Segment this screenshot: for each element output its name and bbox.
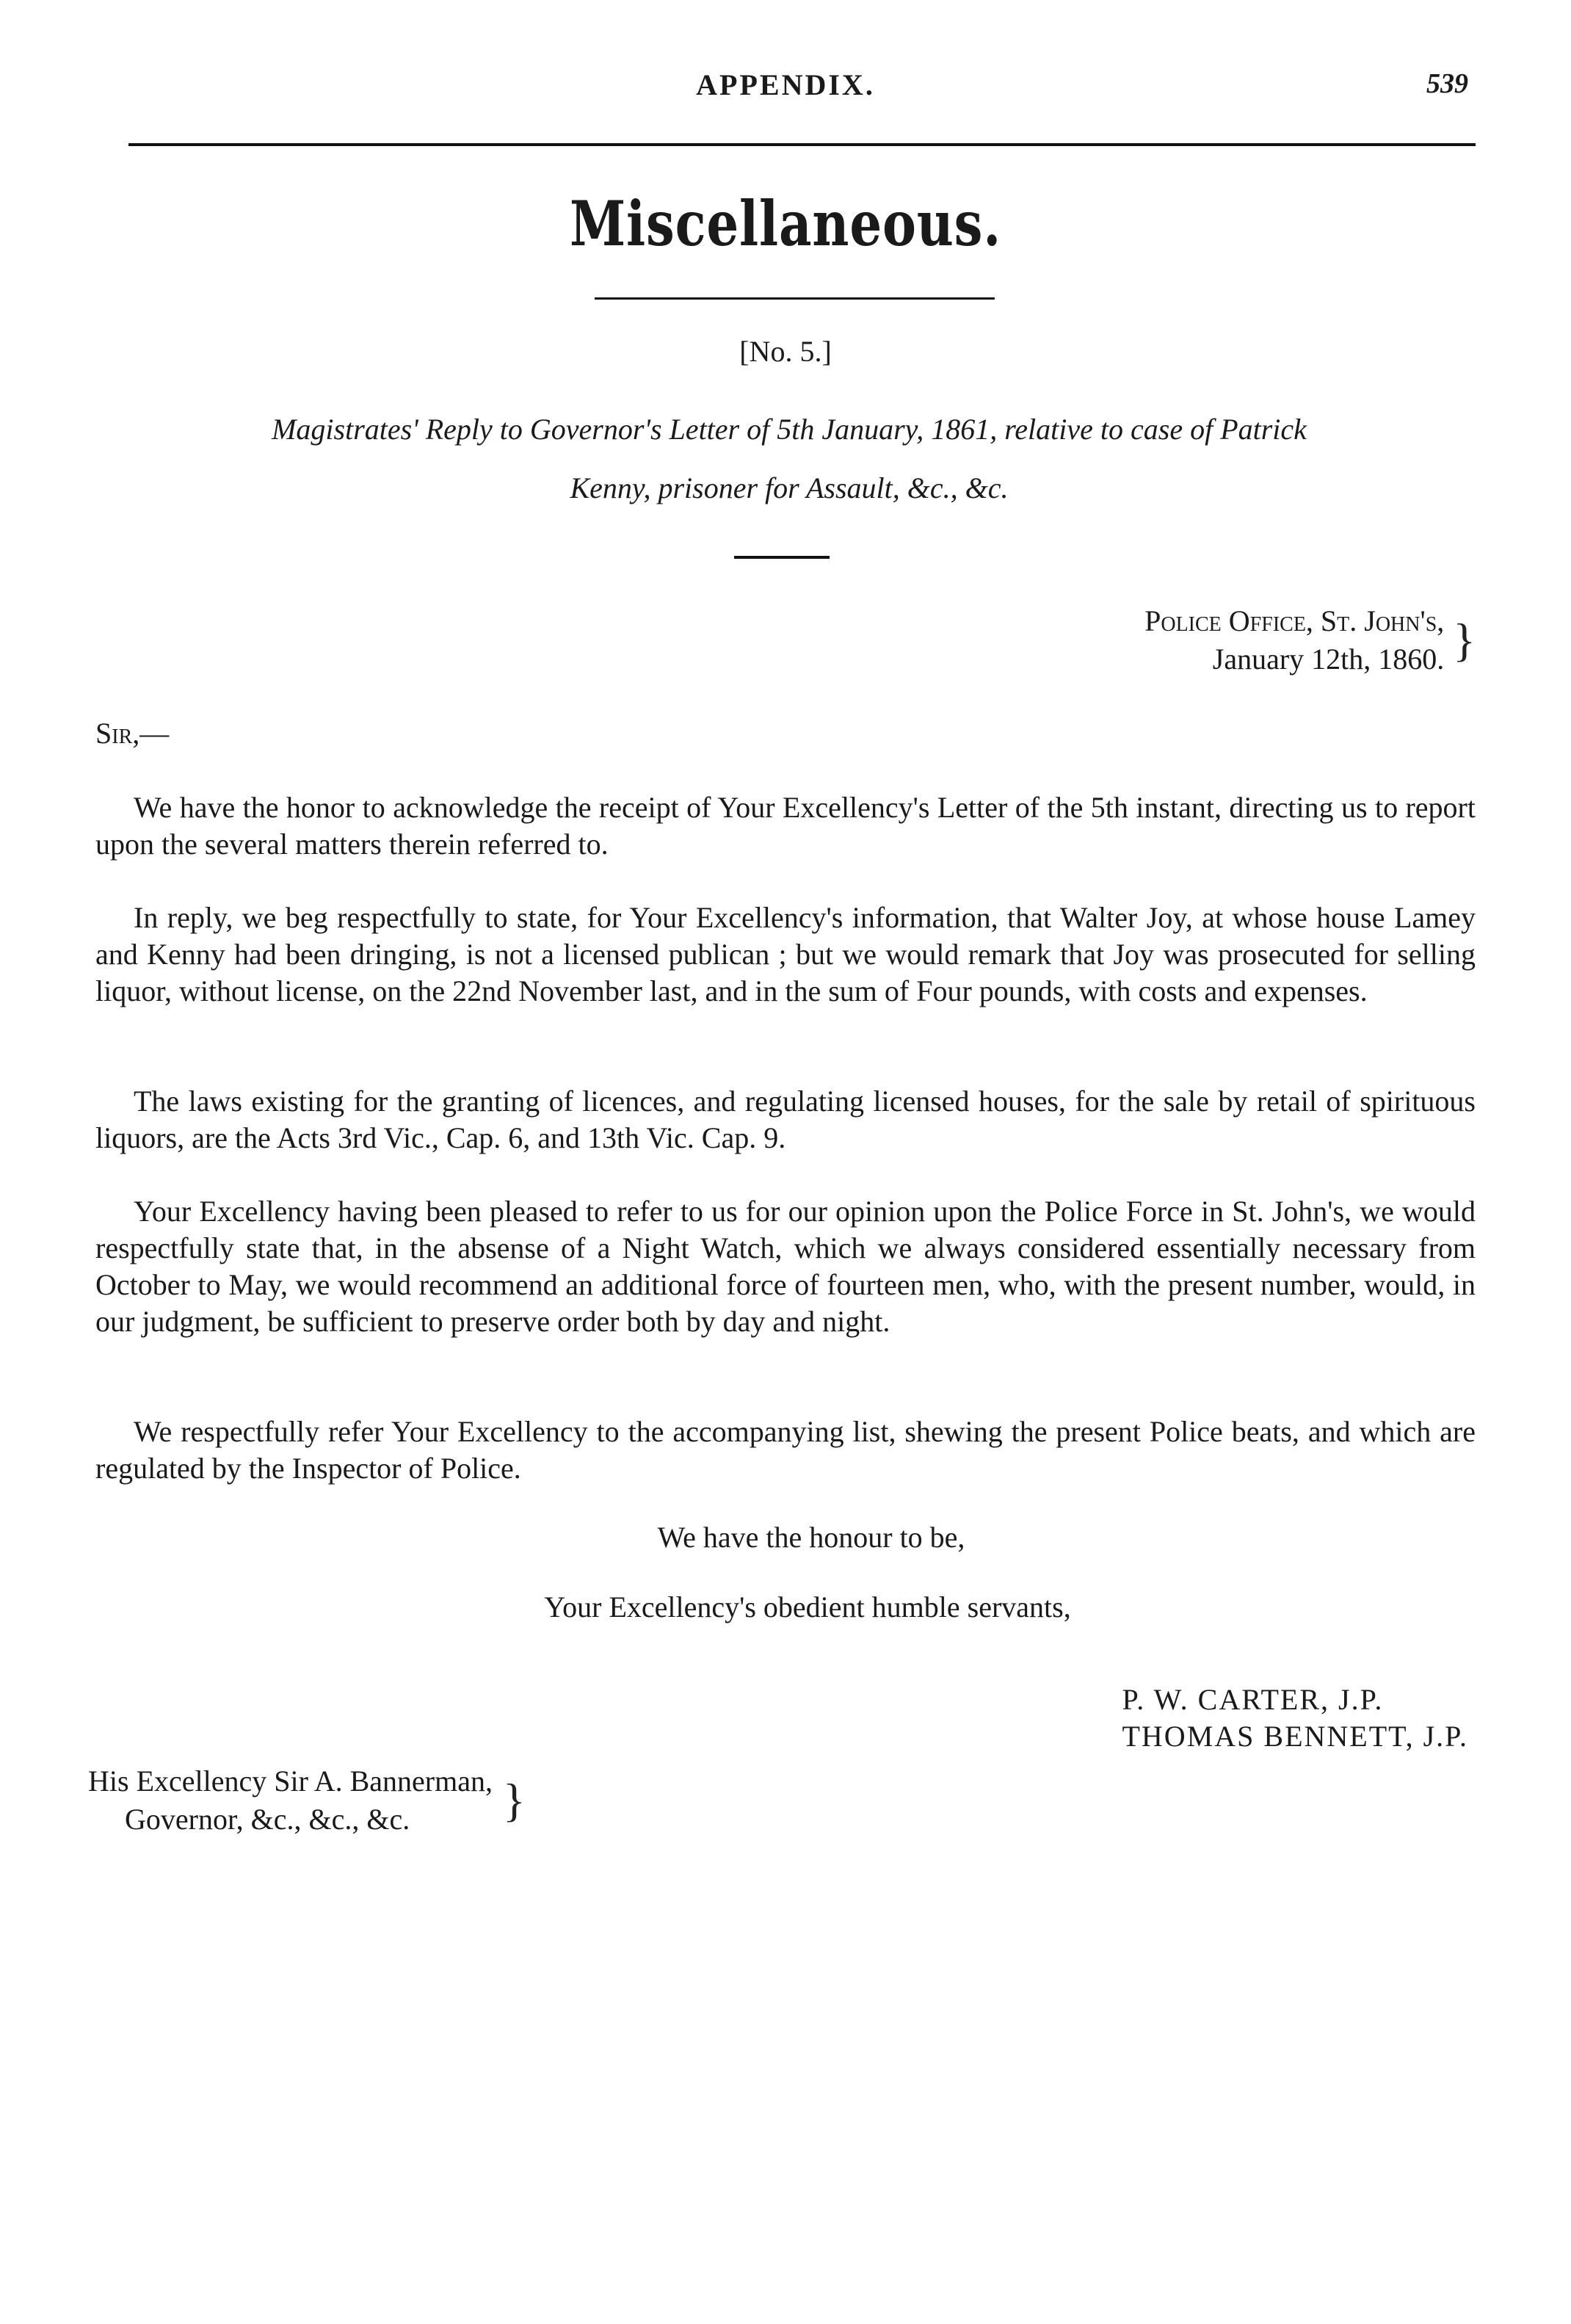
paragraph-1: We have the honor to acknowledge the receipt of Your Excellency's Letter of the 5th instant, directing us to report upon the several matters therein referred to. <box>95 791 1476 861</box>
paragraph-4: Your Excellency having been pleased to refer to us for our opinion upon the Police Force in St. John's, we would respectfully state that, in the absense of a Night Watch, which we always considered essentially necessary from October to May, we would recommend an additional force of fourteen men, who, with the present number, would, in our judgment, be sufficient to preserve order both by day and night. <box>95 1195 1476 1338</box>
section-title: Miscellaneous. <box>569 187 1002 260</box>
title-rule <box>595 297 995 300</box>
subtitle-line-2: Kenny, prisoner for Assault, &c., &c. <box>570 471 1009 504</box>
paragraph-3: The laws existing for the granting of licences, and regulating licensed houses, for the sale by retail of spirituous liquors, are the Acts 3rd Vic., Cap. 6, and 13th Vic. Cap. 9. <box>95 1085 1476 1154</box>
salutation: Sir,— <box>95 717 170 750</box>
document-subtitle <box>92 400 1487 518</box>
document-number: [No. 5.] <box>739 335 832 368</box>
paragraph-5: We respectfully refer Your Excellency to the accompanying list, shewing the present Police beats, and which are regulated by the Inspector of Police. <box>95 1415 1476 1485</box>
paragraph-2: In reply, we beg respectfully to state, for Your Excellency's information, that Walter Joy, at whose house Lamey and Kenny had been dringing, is not a licensed publican ; but we would remark that Joy was prosecuted for selling liquor, without license, on the 22nd November last, and in the sum of Four pounds, with costs and expenses. <box>95 901 1476 1007</box>
addressee-block <box>88 1762 526 1839</box>
closing-line-1: We have the honour to be, <box>657 1521 965 1554</box>
closing-line-2: Your Excellency's obedient humble servants, <box>544 1590 1071 1623</box>
running-header: APPENDIX. <box>696 68 875 101</box>
addressee-title: Governor, &c., &c., &c. <box>125 1803 410 1836</box>
sender-address <box>1144 602 1476 678</box>
sender-office: Police Office, St. John's, <box>1144 604 1445 637</box>
header-rule <box>128 143 1476 146</box>
right-brace-icon: } <box>502 1774 526 1826</box>
page-number: 539 <box>1426 68 1468 99</box>
addressee-name: His Excellency Sir A. Bannerman, <box>88 1764 493 1798</box>
letter-date: January 12th, 1860. <box>1212 642 1445 676</box>
right-brace-icon: } <box>1453 614 1476 666</box>
signatory-1: P. W. CARTER, J.P. <box>1122 1683 1384 1716</box>
subtitle-line-1: Magistrates' Reply to Governor's Letter of 5th January, 1861, relative to case of Patrick <box>272 413 1307 446</box>
signatory-2: THOMAS BENNETT, J.P. <box>1122 1720 1468 1753</box>
signature-block <box>1122 1682 1468 1755</box>
separator-dash <box>734 556 830 559</box>
